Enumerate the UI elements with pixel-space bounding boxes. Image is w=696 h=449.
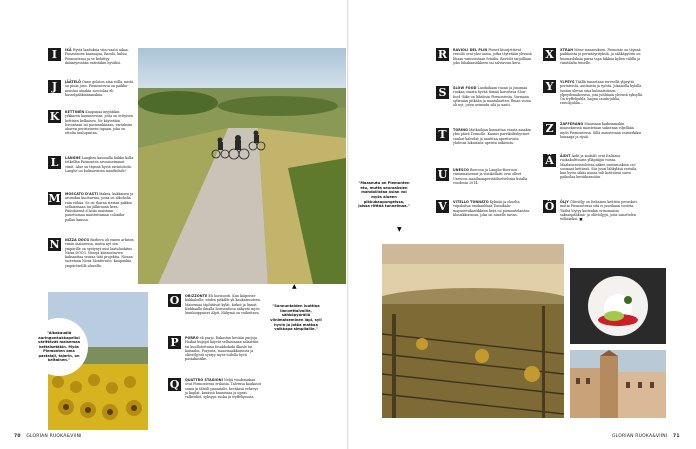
entry-body: Luoduikaan ruoan ja jonomaa ruokaa onasta hyvää tämää korostava Slow food -liike on lähtöisin Piemontesta. Varmaan sylissään pitkään ja maatalaatten. Ilman vioita oli nyt, joten aeimadu silä ja nauti.: [453, 86, 531, 108]
entry-text: [65, 110, 134, 136]
entry-letter: P: [168, 336, 181, 349]
entry-letter: I: [48, 48, 61, 61]
entry-letter: Ö: [544, 200, 555, 213]
entry-body: Kylmää ja ohuelta viipaloitua vasikanlihaa Tonnikala-majoneesikastikkeen kera on piemontelaisten klassikkoruoan, joka on nimelle taivas.: [453, 200, 530, 217]
entry-keyword: VITELLO TONNATO: [453, 200, 489, 204]
entry-keyword: MOSCATO D'ASTI: [65, 192, 98, 196]
entry-keyword: KETTINEN: [65, 110, 85, 114]
glossary-entry: [436, 128, 532, 145]
entry-letter: K: [49, 110, 60, 123]
entry-text: [453, 200, 532, 217]
entry-body: Eli horisontti. Kun käipeiser kukkuloille, niiden pitkälle yli kaukaisuuteen. Maisemaa täplittävät kylät, kirkot ja linnat. Kirkkaalla ilmalla horisontissa näkyvät myös lumihuippuiset Alpit. Näkymä on vaikuttava.: [185, 294, 261, 316]
right-caption-arrow-icon: ▼: [397, 226, 402, 233]
glossary-entry: [48, 80, 134, 97]
entry-body: Pienet liisutjettävat raviolit ovat yksi nasta, jotka täytetään yleensä lihaan vainvoistaan fotailia. Raviolit tarjoillaan joko liihakaastikkeen tai salviavoin kera.: [453, 48, 532, 65]
sunflower-caption: "Aikakaudiä auringonkukkapelloi värittävät maisemaa kettaisetäkin. Myös Piemonten oma pastalaji, tajarin, on keltainen.": [30, 318, 88, 376]
food-photo: [570, 268, 666, 344]
entry-keyword: LANGHE: [65, 156, 81, 160]
entry-text: [65, 192, 134, 222]
entry-letter: U: [437, 168, 448, 181]
entry-text: [185, 378, 262, 399]
entry-body: Hyviä laaduksia viini vaatii aikaa. Punaviinien kantaajaa, Barolo, kuluu Piemontessa ja se kehittyy ikääntyessään entistäkin hyväksi.: [65, 48, 129, 65]
entry-body: Roeroon ja Langhe-Roeroon viininmaisemat ja viinikellarit ovat olleet Unescon maailmanperintöluettelossa listalla vuodesta 2014.: [453, 168, 528, 185]
entry-text: [185, 294, 262, 315]
entry-text: [65, 80, 134, 97]
entry-letter: Z: [543, 122, 556, 135]
vineyard-photo: [382, 244, 564, 418]
entry-body: Oliiviöljy on Italiaisen keittiön peruskivi, mutta Piemontessa sitä ei juurikaan tuoteta. Täältä löytyy kuitenkin erinomaisia saksanpähkinä- ja oliiviöljyjä, joita sanottelen tulliaisiksi. ■: [560, 200, 638, 222]
entry-text: [560, 122, 643, 139]
entry-letter: R: [437, 48, 448, 61]
entry-body: Äidit ja isoäidit ovat Italiassa ruokakulttuurin ylläpitäjiä voissa. Maalaisravintoloissa näkee useinmoikein cici soomaat kettiissä. Siis juuri lähkyläsä ravisila, kun hyvin iäkäs nonna tuli kotitöissä suiva paikoilaa keväiksessään.: [560, 154, 638, 180]
entry-body: Neljä vuodenaikaa ovat Piemontessa erilaisia. Talvessa kaukasot sumu ja tähtilt pasaatalit, keväässä vehreys ja kuplat, kesässä kaunissaa ja upeat valkeuhet, syksyyn ruska ja tryffelijuusta.: [185, 378, 262, 400]
glossary-entry: [436, 48, 532, 65]
entry-keyword: UNESCO: [453, 168, 469, 172]
entry-text: [560, 80, 643, 106]
entry-text: [453, 128, 532, 145]
glossary-entry: [168, 294, 262, 315]
glossary-entry: [436, 200, 532, 217]
glossary-entry: [543, 154, 643, 180]
entry-keyword: ÄIDIT: [560, 154, 571, 158]
entry-letter: Q: [169, 378, 180, 391]
entry-body: Mene maaseuksen. Piemonte on täynnä paikkoista ja perintöyrityksiä, ja sähkäpyörin on huomasluksia parsa tapa liikkua kylien välillä ja viinitilalta toiselle.: [560, 48, 641, 65]
entry-keyword: QUATTRO STAGIONI: [185, 378, 223, 382]
right-brand: GLORIAN RUOKA&VIINI: [612, 434, 668, 439]
glossary-entry: [48, 238, 134, 268]
right-bubble-caption: "Maaseutu on Piemonten etu, mutta seuraaksien mahdollistaa asian voi myös alueen pikkukaupungeissa, joissa riittää tunnelmaa.": [354, 166, 414, 224]
entry-text: [560, 200, 643, 221]
entry-keyword: XTRAH: [560, 48, 574, 52]
entry-body: Onne gelaton aina stilla, mistä on pinin jono. Piemontessa on paikko-maistaa ainakin nocciolaa eli hasselpähkinänmakua.: [65, 80, 134, 97]
entry-letter: T: [436, 128, 449, 141]
entry-keyword: ZAFFERANO: [560, 122, 584, 126]
entry-body: Barbera oli ennen arkisen viinin maineessa, mutta nyt sen ympärille on syntynyt uusi laatuluokitus Nizza DOCG. Viinejä kiinnostavien kaksaattaa seuraa tätä projektia. Nizzan tuotetaan Nizza Monferrato -kaupunkia ympäröivällä alueella.: [65, 238, 134, 268]
entry-letter: Ä: [543, 154, 556, 167]
entry-text: [560, 48, 643, 65]
entry-letter: X: [543, 48, 556, 61]
hills-caption: "Sunnuntaiden luuttiaa Ilonvettaivoille, sähköpyörällä viinimaiseminen läpi, syli hyvin ja jotka matkaa vaikkapa simpilaille.": [266, 290, 326, 346]
glossary-entry: [543, 80, 643, 106]
glossary-entry: [168, 336, 262, 362]
entry-keyword: JÄÄTELÖ: [65, 80, 82, 84]
entry-text: [453, 86, 532, 107]
glossary-entry: [543, 48, 643, 65]
entry-letter: O: [169, 294, 180, 307]
entry-letter: L: [48, 156, 61, 169]
entry-body: Täällä tunnetaan terveellä ylpeyttä perinteistä, antimista ja työstä. Jokaisella kylällä tuntuu olevan oma kulinaristinen ylpeydenaiheensa, jota juhlitaan yleensä syksyllä. On tryffelijuhla, hagna cauda-juhlia, raviolijuhlia...: [560, 80, 643, 106]
right-footer: [612, 434, 684, 439]
left-brand: GLORIAN RUOKA&VIINI: [26, 434, 82, 439]
entry-letter: M: [48, 192, 61, 205]
entry-keyword: SLOW FOOD: [453, 86, 477, 90]
entry-body: Makea, kukkaisen ja aromikas kuohuviini, jossa on alkoholia vain vähän. Se on tharna sterian pakkin sellaisenaan tai jälkiruoan kera. Pääsiäisenä d'Astia maistaan panettomaa maistuttaman coloniba-pallan kanssa.: [65, 192, 134, 222]
entry-text: [65, 48, 134, 65]
entry-text: [185, 336, 262, 362]
glossary-entry: [168, 378, 262, 399]
entry-letter: Y: [543, 80, 556, 93]
entry-keyword: YLPEYS: [560, 80, 575, 84]
glossary-entry: [543, 200, 643, 221]
town-photo: [570, 350, 666, 418]
entry-body: Langhen kaunnilla kukku kolla tetkellän Piemonten arvoaiseimmat viinit. Alue on täynnä hyviä ravintoloita. Langhe on kulinaristien mantkohde!: [65, 156, 134, 173]
entry-letter: J: [48, 80, 61, 93]
glossary-entry: [48, 156, 134, 173]
entry-keyword: RAVIOLI DEL PLIN: [453, 48, 488, 52]
entry-body: Matkailijan kannattaa varata ainakin yksi päivä Torinolle. Kaunis parvikiiltuhyvinet vanhat kahvilat ja nautitaa aperitivosta yhdessä lukuisista upeista aukioista.: [453, 128, 531, 145]
entry-text: [453, 48, 532, 65]
entry-text: [65, 156, 134, 173]
glossary-entry: [436, 86, 532, 107]
entry-keyword: ÖLJY: [560, 200, 569, 204]
entry-text: [560, 154, 643, 180]
entry-keyword: PORRO: [185, 336, 199, 340]
entry-body: eli purjo. Rakastan kevään purjoja. Hoikat hujapit käyvät sellaisinaan salaattiin tai kuullotettuina fosakkokuki ilkasle tai kaitaalin. Purjosta, taaavmaakkaroista ja oliiviöljystä syntyy myös todella hyvä pastakastike.: [185, 336, 259, 362]
entry-body: Maustaan kaikeinmakin maaseksessä maistetaan saksenaa viljellään myös Piemontessa. Sillä maustetaan esimerkiksi hunaaga ja rijsiä.: [560, 122, 642, 139]
entry-keyword: TORINO: [453, 128, 468, 132]
caption-arrow-icon: ▲: [292, 283, 297, 290]
entry-keyword: IKÄ: [65, 48, 72, 52]
gutter: [347, 0, 349, 449]
entry-letter: V: [436, 200, 449, 213]
entry-letter: N: [49, 238, 60, 251]
cycling-photo: [138, 48, 346, 284]
glossary-entry: [48, 110, 134, 136]
entry-text: [65, 238, 134, 268]
left-footer: [14, 434, 82, 439]
left-page-number: 70: [14, 434, 21, 439]
glossary-entry: [48, 48, 134, 65]
entry-keyword: NIZZA DOCG: [65, 238, 90, 242]
entry-text: [453, 168, 532, 185]
right-page-number: 71: [673, 434, 680, 439]
glossary-entry: [436, 168, 532, 185]
glossary-entry: [48, 192, 134, 222]
glossary-entry: [543, 122, 643, 139]
entry-keyword: ORIZZONTE: [185, 294, 208, 298]
entry-letter: S: [436, 86, 449, 99]
entry-body: Kaupunaa myytäikin yrkkaren kaunneessas, jotta on erityisen kettinen kelkaisen. Ne käytetään leivontaan tai pastataikinaan, vartaksiin ahaven peristeiseen tapaan, joka on ottolta taulupastan.: [65, 110, 133, 136]
